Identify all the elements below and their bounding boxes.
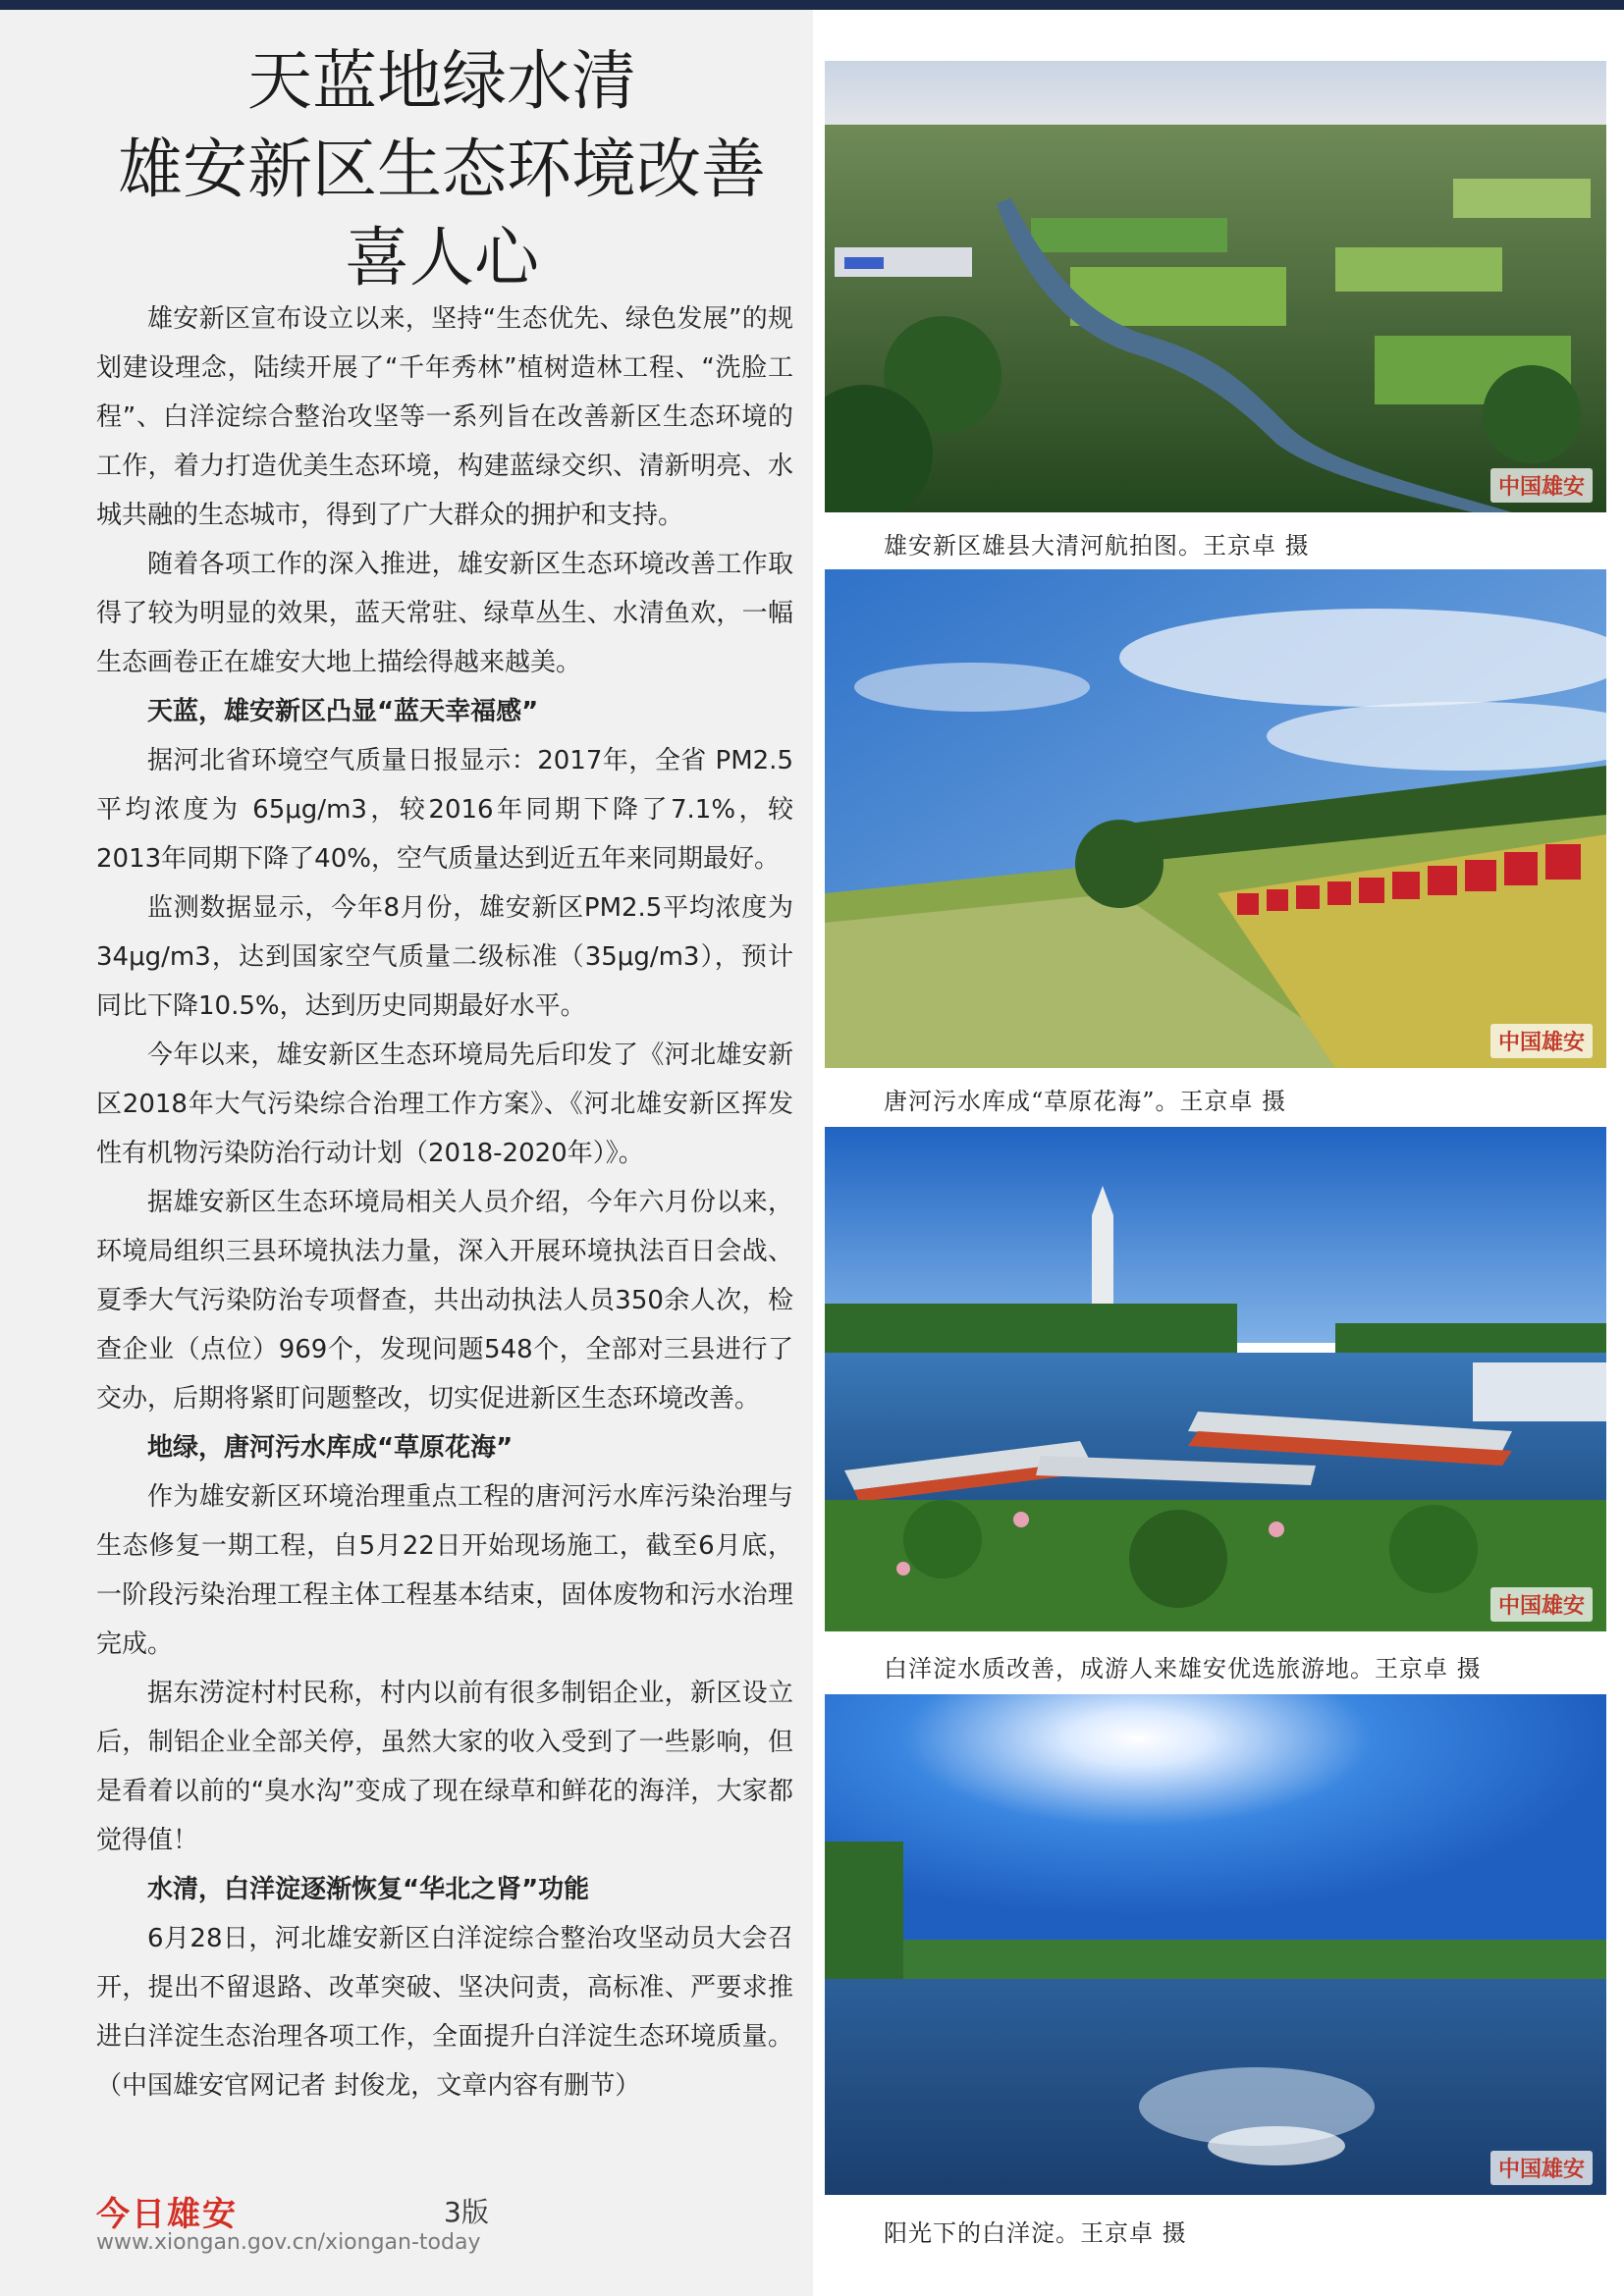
footer-url: www.xiongan.gov.cn/xiongan-today [96, 2230, 481, 2255]
paragraph-4: 监测数据显示，今年8月份，雄安新区PM2.5平均浓度为34μg/m3，达到国家空气质量二级标准（35μg/m3），预计同比下降10.5%，达到历史同期最好水平。 [96, 893, 793, 1021]
paragraph-2: 随着各项工作的深入推进，雄安新区生态环境改善工作取得了较为明显的效果，蓝天常驻、绿草丛生、水清鱼欢，一幅生态画卷正在雄安大地上描绘得越来越美。 [96, 550, 793, 677]
paragraph-1: 雄安新区宣布设立以来，坚持“生态优先、绿色发展”的规划建设理念，陆续开展了“千年秀林”植树造林工程、“洗脸工程”、白洋淀综合整治攻坚等一系列旨在改善新区生态环境的工作，着力打造优美生态环境，构建蓝绿交织、清新明亮、水城共融的生态城市，得到了广大群众的拥护和支持。 [96, 304, 793, 530]
photo-watermark: 中国雄安 [1490, 1024, 1593, 1058]
paragraph-5: 今年以来，雄安新区生态环境局先后印发了《河北雄安新区2018年大气污染综合治理工作方案》、《河北雄安新区挥发性有机物污染防治行动计划（2018-2020年）》。 [96, 1041, 793, 1168]
photo-caption-3: 白洋淀水质改善，成游人来雄安优选旅游地。王京卓 摄 [884, 1655, 1482, 1682]
title-line-1: 天蓝地绿水清 [247, 43, 636, 119]
paragraph-6: 据雄安新区生态环境局相关人员介绍，今年六月份以来，环境局组织三县环境执法力量，深入开展环境执法百日会战、夏季大气污染防治专项督查，共出动执法人员350余人次，检查企业（点位）969个，发现问题548个，全部对三县进行了交办，后期将紧盯问题整改，切实促进新区生态环境改善。 [96, 1188, 793, 1414]
paragraph-8: 据东涝淀村村民称，村内以前有很多制铝企业，新区设立后，制铝企业全部关停，虽然大家的收入受到了一些影响，但是看着以前的“臭水沟”变成了现在绿草和鲜花的海洋，大家都觉得值！ [96, 1679, 793, 1855]
photo-watermark: 中国雄安 [1490, 1587, 1593, 1622]
photo-watermark: 中国雄安 [1490, 2151, 1593, 2185]
subheading-blue-sky: 天蓝，雄安新区凸显“蓝天幸福感” [147, 697, 539, 726]
article-body [96, 294, 793, 2110]
photo-caption-4: 阳光下的白洋淀。王京卓 摄 [884, 2219, 1187, 2247]
aerial-river-photo [825, 61, 1606, 512]
paragraph-3: 据河北省环境空气质量日报显示：2017年，全省 PM2.5平均浓度为 65μg/m3，较2016年同期下降了7.1%，较2013年同期下降了40%，空气质量达到近五年来同期最好。 [96, 746, 793, 874]
photo-caption-1: 雄安新区雄县大清河航拍图。王京卓 摄 [884, 532, 1310, 560]
title-line-2: 雄安新区生态环境改善 [118, 132, 766, 207]
title-line-3: 喜人心 [345, 220, 539, 295]
paragraph-9: 6月28日，河北雄安新区白洋淀综合整治攻坚动员大会召开，提出不留退路、改革突破、坚决问责，高标准、严要求推进白洋淀生态治理各项工作，全面提升白洋淀生态环境质量。（中国雄安官网记者 封俊龙，文章内容有删节） [96, 1924, 793, 2101]
page-number: 3版 [444, 2196, 489, 2228]
subheading-green-land: 地绿，唐河污水库成“草原花海” [147, 1433, 514, 1463]
top-bar [0, 0, 1624, 10]
sunlit-lake-photo [825, 1694, 1606, 2195]
photo-caption-2: 唐河污水库成“草原花海”。王京卓 摄 [884, 1088, 1287, 1115]
photo-watermark: 中国雄安 [1490, 468, 1593, 503]
article-title [0, 37, 884, 302]
paragraph-7: 作为雄安新区环境治理重点工程的唐河污水库污染治理与生态修复一期工程，自5月22日开始现场施工，截至6月底，一阶段污染治理工程主体工程基本结束，固体废物和污水治理完成。 [96, 1482, 793, 1659]
footer-brand-logo: 今日雄安 [96, 2195, 238, 2234]
subheading-clear-water: 水清，白洋淀逐渐恢复“华北之肾”功能 [147, 1875, 590, 1904]
grassland-flowers-photo [825, 569, 1606, 1068]
lake-boats-photo [825, 1127, 1606, 1631]
